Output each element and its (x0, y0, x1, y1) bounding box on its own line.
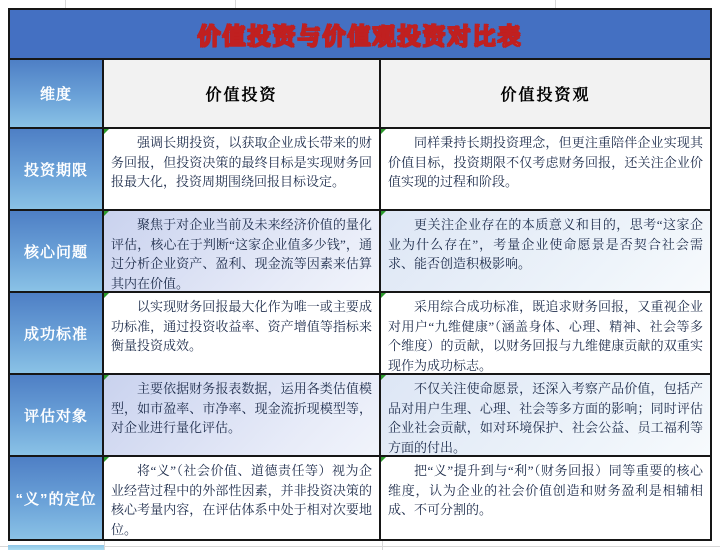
header-cell-dimension[interactable]: 维度 (10, 60, 104, 129)
worksheet-gridline (382, 541, 383, 550)
cell-question-value-investing[interactable] (104, 211, 381, 293)
cell-text: 不仅关注使命愿景，还深入考察产品价值，包括产品对用户生理、心理、社会等多方面的影响；同时评估企业社会贡献，如对环境保护、社会公益、员工福利等方面的付出。 (388, 381, 703, 455)
table-title: 价值投资与价值观投资对比表 (197, 22, 523, 49)
worksheet-gridline (104, 541, 105, 550)
cell-text: 以实现财务回报最大化作为唯一或主要成功标准，通过投资收益率、资产增值等指标来衡量投资成效。 (111, 299, 372, 353)
cell-criteria-value-investing[interactable] (104, 293, 381, 375)
row-label-evaluation-object[interactable]: 评估对象 (10, 375, 104, 457)
excel-error-indicator-icon (104, 129, 109, 134)
cell-yi-value-investing[interactable] (104, 457, 381, 539)
cell-text: 将“义”（社会价值、道德责任等）视为企业经营过程中的外部性因素，并非投资决策的核心考量内容，在评估体系中处于相对次要地位。 (111, 463, 372, 537)
excel-error-indicator-icon (381, 129, 386, 134)
comparison-table (8, 8, 712, 541)
cell-text: 强调长期投资，以获取企业成长带来的财务回报，但投资决策的最终目标是实现财务回报最大化，投资周期围绕回报目标设定。 (111, 135, 372, 189)
excel-error-indicator-icon (104, 457, 109, 462)
cell-horizon-value-investing[interactable] (104, 129, 381, 211)
worksheet-gridline (65, 0, 66, 8)
cell-yi-values-investing[interactable] (381, 457, 710, 539)
row-label-yi-positioning[interactable]: “义”的定位 (10, 457, 104, 539)
cutoff-next-row-cell (8, 545, 104, 550)
cell-horizon-values-investing[interactable] (381, 129, 710, 211)
row-label-core-question[interactable]: 核心问题 (10, 211, 104, 293)
row-label-investment-horizon[interactable]: 投资期限 (10, 129, 104, 211)
cell-criteria-values-investing[interactable] (381, 293, 710, 375)
excel-error-indicator-icon (381, 211, 386, 216)
cell-text: 更关注企业存在的本质意义和目的，思考“这家企业为什么存在”，考量企业使命愿景是否契合社会需求、能否创造积极影响。 (388, 217, 703, 271)
cell-text: 聚焦于对企业当前及未来经济价值的量化评估，核心在于判断“这家企业值多少钱”，通过分析企业资产、盈利、现金流等因素来估算其内在价值。 (111, 217, 372, 291)
worksheet-gridline (0, 546, 720, 547)
cell-text: 主要依据财务报表数据，运用各类估值模型，如市盈率、市净率、现金流折现模型等，对企业进行量化评估。 (111, 381, 372, 435)
cell-evaluation-value-investing[interactable] (104, 375, 381, 457)
row-label-success-criteria[interactable]: 成功标准 (10, 293, 104, 375)
excel-error-indicator-icon (381, 457, 386, 462)
header-cell-values-investing[interactable]: 价值投资观 (381, 60, 710, 129)
cell-text: 把“义”提升到与“利”（财务回报）同等重要的核心维度，认为企业的社会价值创造和财务盈利是相辅相成、不可分割的。 (388, 463, 703, 517)
excel-error-indicator-icon (104, 211, 109, 216)
excel-error-indicator-icon (381, 293, 386, 298)
worksheet-gridline (555, 0, 556, 8)
excel-error-indicator-icon (104, 293, 109, 298)
worksheet-gridline (235, 0, 236, 8)
cell-question-values-investing[interactable] (381, 211, 710, 293)
excel-error-indicator-icon (104, 375, 109, 380)
cell-text: 同样秉持长期投资理念，但更注重陪伴企业实现其价值目标，投资期限不仅考虑财务回报，还关注企业价值实现的过程和阶段。 (388, 135, 703, 189)
excel-error-indicator-icon (381, 375, 386, 380)
cell-evaluation-values-investing[interactable] (381, 375, 710, 457)
table-title-bar (10, 10, 710, 60)
cell-text: 采用综合成功标准，既追求财务回报，又重视企业对用户“九维健康”（涵盖身体、心理、精神、社会等多个维度）的贡献，以财务回报与九维健康贡献的双重实现作为成功标志。 (388, 299, 703, 373)
header-cell-value-investing[interactable]: 价值投资 (104, 60, 381, 129)
